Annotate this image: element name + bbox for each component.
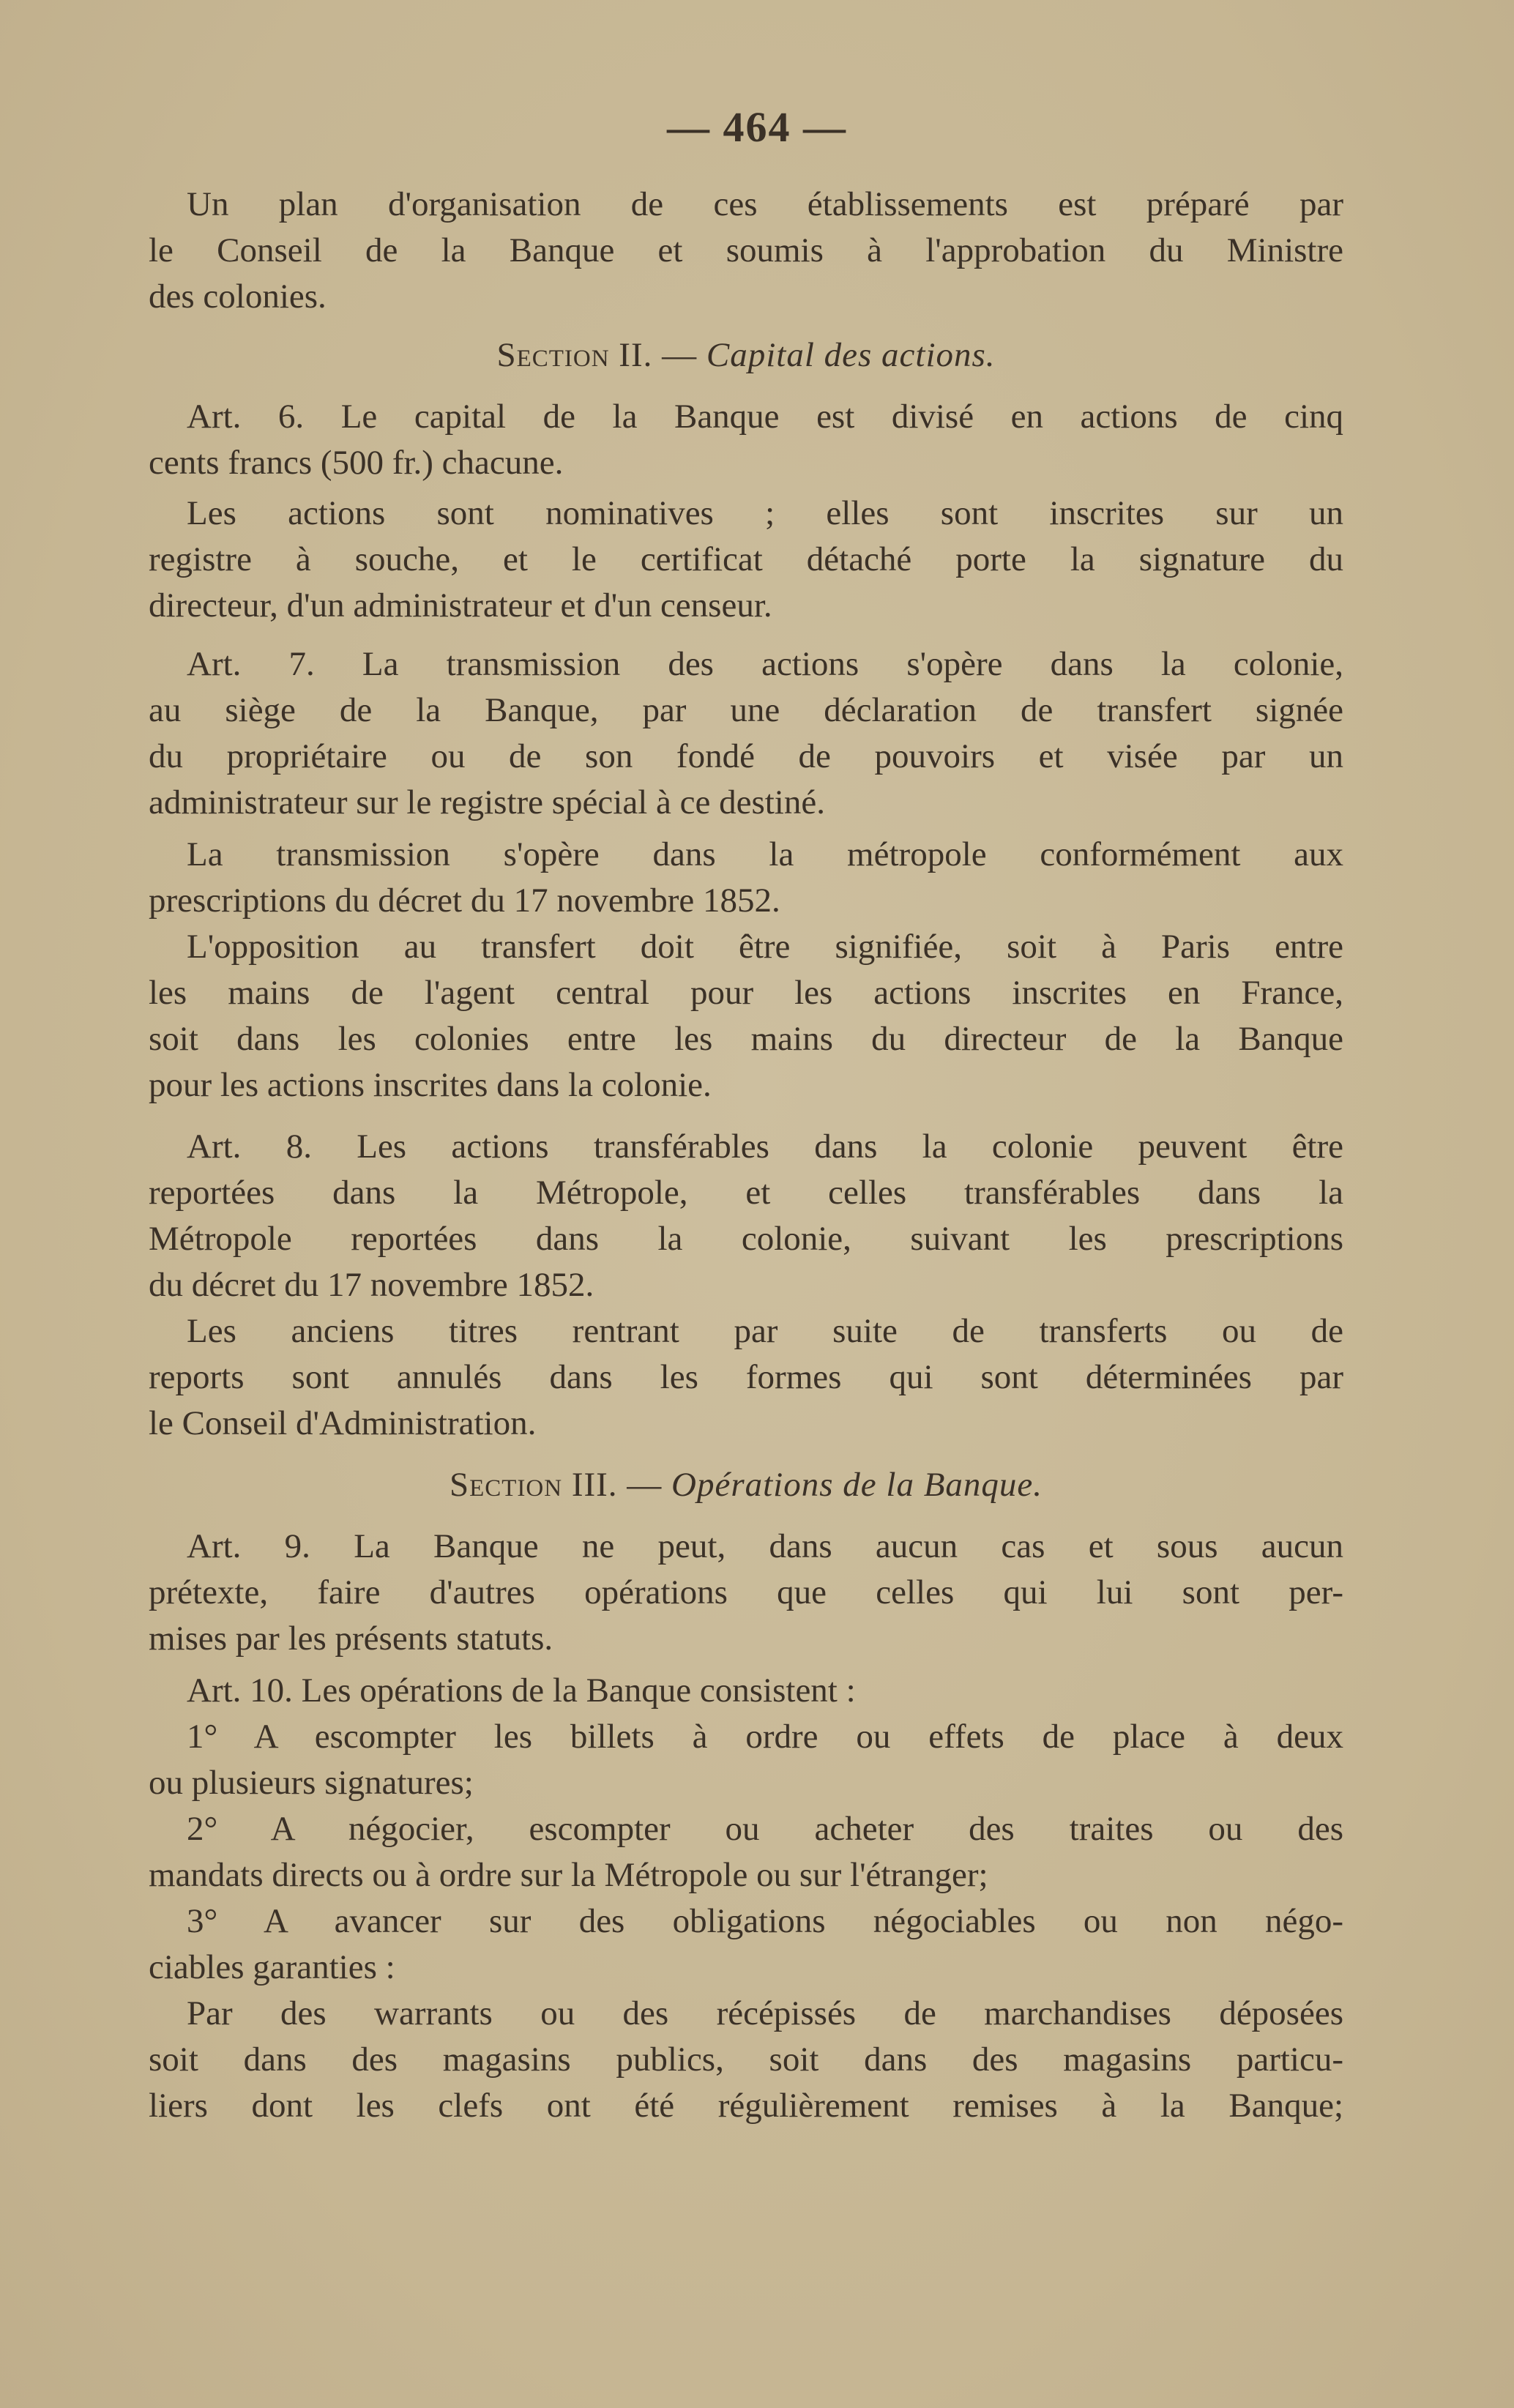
section-heading (149, 332, 1343, 379)
section-title: Capital des actions. (706, 336, 996, 374)
text-line: Art. 9. La Banque ne peut, dans aucun cas et sous aucun (187, 1527, 1343, 1565)
text-line: du décret du 17 novembre 1852. (149, 1266, 594, 1304)
text-line: soit dans les colonies entre les mains du directeur de la Banque (149, 1020, 1343, 1058)
text-line: Métropole reportées dans la colonie, suivant les prescriptions (149, 1220, 1343, 1258)
text-line: Art. 7. La transmission des actions s'opère dans la colonie, (187, 645, 1343, 683)
section-dash: — (617, 1466, 672, 1504)
section-title: Opérations de la Banque. (671, 1466, 1043, 1504)
paragraph (149, 1806, 1343, 1898)
text-line: ou plusieurs signatures; (149, 1764, 474, 1802)
text-line: au siège de la Banque, par une déclaration de transfert signée (149, 691, 1343, 729)
text-line: le Conseil de la Banque et soumis à l'approbation du Ministre (149, 231, 1343, 269)
text-line: liers dont les clefs ont été régulièrement remises à la Banque; (149, 2087, 1343, 2125)
section-heading (149, 1462, 1343, 1508)
text-line: du propriétaire ou de son fondé de pouvoirs et visée par un (149, 737, 1343, 775)
text-line: administrateur sur le registre spécial à ce destiné. (149, 783, 825, 821)
text-line: 1° A escompter les billets à ordre ou effets de place à deux (187, 1718, 1343, 1756)
text-line: mises par les présents statuts. (149, 1619, 553, 1658)
text-line: Un plan d'organisation de ces établissements est préparé par (187, 185, 1343, 223)
text-line: Par des warrants ou des récépissés de marchandises déposées (187, 1994, 1343, 2032)
text-line: pour les actions inscrites dans la colonie. (149, 1066, 712, 1104)
text-line: Les actions sont nominatives ; elles sont inscrites sur un (187, 494, 1343, 532)
paragraph (149, 182, 1343, 320)
text-line: soit dans des magasins publics, soit dans des magasins particu- (149, 2040, 1343, 2079)
paragraph (149, 641, 1343, 826)
text-line: L'opposition au transfert doit être signifiée, soit à Paris entre (187, 928, 1343, 966)
paragraph (149, 832, 1343, 924)
text-line: Art. 10. Les opérations de la Banque consistent : (187, 1671, 856, 1710)
section-label: Section II. (496, 336, 653, 374)
section-dash: — (652, 336, 706, 374)
text-line: registre à souche, et le certificat détaché porte la signature du (149, 540, 1343, 578)
paragraph (149, 1714, 1343, 1806)
text-line: 3° A avancer sur des obligations négociables ou non négo- (187, 1902, 1343, 1940)
text-line: Art. 6. Le capital de la Banque est divisé en actions de cinq (187, 398, 1343, 436)
paragraph (149, 1991, 1343, 2129)
text-line: directeur, d'un administrateur et d'un censeur. (149, 586, 772, 625)
paragraph (149, 1308, 1343, 1447)
text-line: Art. 8. Les actions transférables dans la colonie peuvent être (187, 1127, 1343, 1166)
paragraph (149, 1668, 1343, 1714)
paragraph (149, 1898, 1343, 1991)
text-line: les mains de l'agent central pour les actions inscrites en France, (149, 974, 1343, 1012)
text-line: Les anciens titres rentrant par suite de transferts ou de (187, 1312, 1343, 1350)
paragraph (149, 924, 1343, 1108)
text-line: La transmission s'opère dans la métropole conformément aux (187, 835, 1343, 873)
text-line: mandats directs ou à ordre sur la Métropole ou sur l'étranger; (149, 1856, 988, 1894)
page-number: — 464 — (667, 103, 847, 151)
text-line: 2° A négocier, escompter ou acheter des traites ou des (187, 1810, 1343, 1848)
paragraph (149, 1124, 1343, 1308)
text-line: ciables garanties : (149, 1948, 395, 1986)
text-line: reportées dans la Métropole, et celles transférables dans la (149, 1174, 1343, 1212)
text-line: cents francs (500 fr.) chacune. (149, 444, 564, 482)
text-line: le Conseil d'Administration. (149, 1404, 537, 1442)
paragraph (149, 394, 1343, 486)
text-line: prescriptions du décret du 17 novembre 1852. (149, 881, 780, 920)
page-body (149, 182, 1343, 2129)
text-line: reports sont annulés dans les formes qui sont déterminées par (149, 1358, 1343, 1396)
text-line: des colonies. (149, 277, 327, 316)
paragraph (149, 1524, 1343, 1662)
paragraph (149, 491, 1343, 629)
section-label: Section III. (449, 1466, 618, 1504)
text-line: prétexte, faire d'autres opérations que celles qui lui sont per- (149, 1573, 1343, 1611)
